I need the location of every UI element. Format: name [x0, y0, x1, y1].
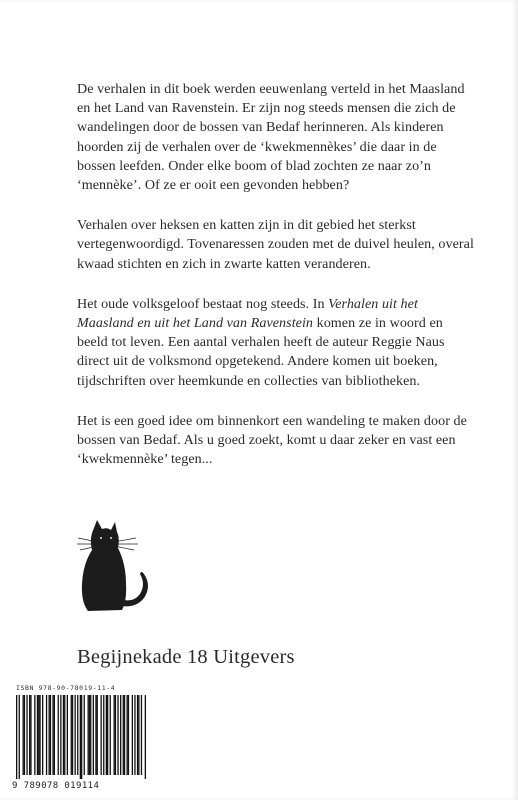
barcode-bar	[120, 695, 121, 775]
barcode-bar	[49, 695, 50, 775]
barcode-bar	[110, 695, 111, 775]
barcode-bar	[30, 695, 31, 775]
barcode-bar	[63, 695, 64, 775]
barcode-bar	[103, 695, 104, 775]
book-title-italic: Verhalen uit het Maasland en uit het Land van Ravenstein	[77, 295, 418, 332]
barcode-bar	[127, 695, 128, 775]
publisher-name: Begijnekade 18 Uitgevers	[77, 646, 295, 668]
barcode	[16, 695, 146, 779]
barcode-bar	[117, 695, 118, 775]
barcode-bar	[123, 695, 124, 775]
barcode-bar	[54, 695, 55, 775]
barcode-bar	[115, 695, 116, 775]
paragraph-3-rest: komen ze in woord en beeld tot leven. Een aantal verhalen heeft de auteur Reggie Naus direct uit de volksmond opgetekend. Andere komen uit boeken, tijdschriften over heemkunde en collecties van bibliotheken.	[77, 315, 445, 389]
barcode-bar	[134, 695, 135, 775]
barcode-bar	[39, 695, 40, 775]
barcode-bar	[50, 695, 51, 775]
barcode-bar	[19, 695, 20, 779]
barcode-bar	[81, 695, 82, 779]
barcode-bar	[90, 695, 91, 775]
barcode-bar	[128, 695, 129, 775]
barcode-bar	[26, 695, 27, 775]
barcode-bar	[71, 695, 72, 775]
blurb-paragraph-3	[77, 295, 477, 391]
barcode-bar	[88, 695, 89, 775]
blurb-text	[77, 80, 477, 490]
black-cat-icon	[74, 518, 154, 616]
blurb-paragraph-2: Verhalen over heksen en katten zijn in dit gebied het sterkst vertegenwoordigd. Tovenaressen zouden met de duivel heulen, overal kwaad stichten en zich in zwarte katten veranderen.	[77, 217, 474, 272]
barcode-bar	[64, 695, 65, 775]
barcode-bar	[138, 695, 139, 775]
barcode-bar	[58, 695, 59, 775]
barcode-number: 9 789078 019114	[12, 781, 100, 791]
barcode-bar	[107, 695, 108, 775]
barcode-bar	[106, 695, 107, 775]
barcode-bar	[75, 695, 76, 775]
isbn-label: ISBN 978-90-78019-11-4	[16, 684, 116, 692]
barcode-bar	[42, 695, 43, 775]
barcode-bar	[52, 695, 53, 775]
barcode-bar	[38, 695, 39, 775]
barcode-bar	[67, 695, 68, 775]
barcode-bar	[137, 695, 138, 775]
barcode-bar	[101, 695, 102, 775]
barcode-bar	[16, 695, 17, 779]
barcode-bar	[114, 695, 115, 775]
barcode-bar	[97, 695, 98, 775]
barcode-bar	[145, 695, 146, 779]
paragraph-3-lead: Het oude volksgeloof bestaat nog steeds. In	[77, 295, 329, 312]
barcode-bar	[24, 695, 25, 775]
barcode-bar	[132, 695, 133, 775]
barcode-bar	[89, 695, 90, 775]
barcode-bar	[60, 695, 61, 775]
barcode-bar	[37, 695, 38, 775]
blurb-paragraph-1: De verhalen in dit boek werden eeuwenlang verteld in het Maasland en het Land van Ravenstein. Er zijn nog steeds mensen die zich de wandelingen door de bossen van Bedaf herinneren. Als kinderen hoorden zij de verhalen over de ‘kwekmennèkes’ die daar in de bossen leefden. Onder elke boom of blad zochten ze naar zo’n ‘mennèke’. Of ze er ooit een gevonden hebben?	[77, 81, 465, 194]
barcode-bar	[23, 695, 24, 775]
barcode-bar	[141, 695, 142, 775]
barcode-bar	[72, 695, 73, 775]
barcode-bar	[95, 695, 96, 775]
barcode-bar	[34, 695, 35, 775]
barcode-bar	[84, 695, 85, 775]
barcode-bar	[93, 695, 94, 775]
blurb-paragraph-4: Het is een goed idee om binnenkort een wandeling te maken door de bossen van Bedaf. Als u goed zoekt, komt u daar zeker en vast een ‘kwekmennèke’ tegen...	[77, 412, 467, 468]
barcode-bar	[124, 695, 125, 775]
barcode-bar	[46, 695, 47, 775]
barcode-bar	[80, 695, 81, 779]
barcode-bar	[77, 695, 78, 775]
barcode-bar	[29, 695, 30, 775]
barcode-panel	[10, 683, 150, 795]
